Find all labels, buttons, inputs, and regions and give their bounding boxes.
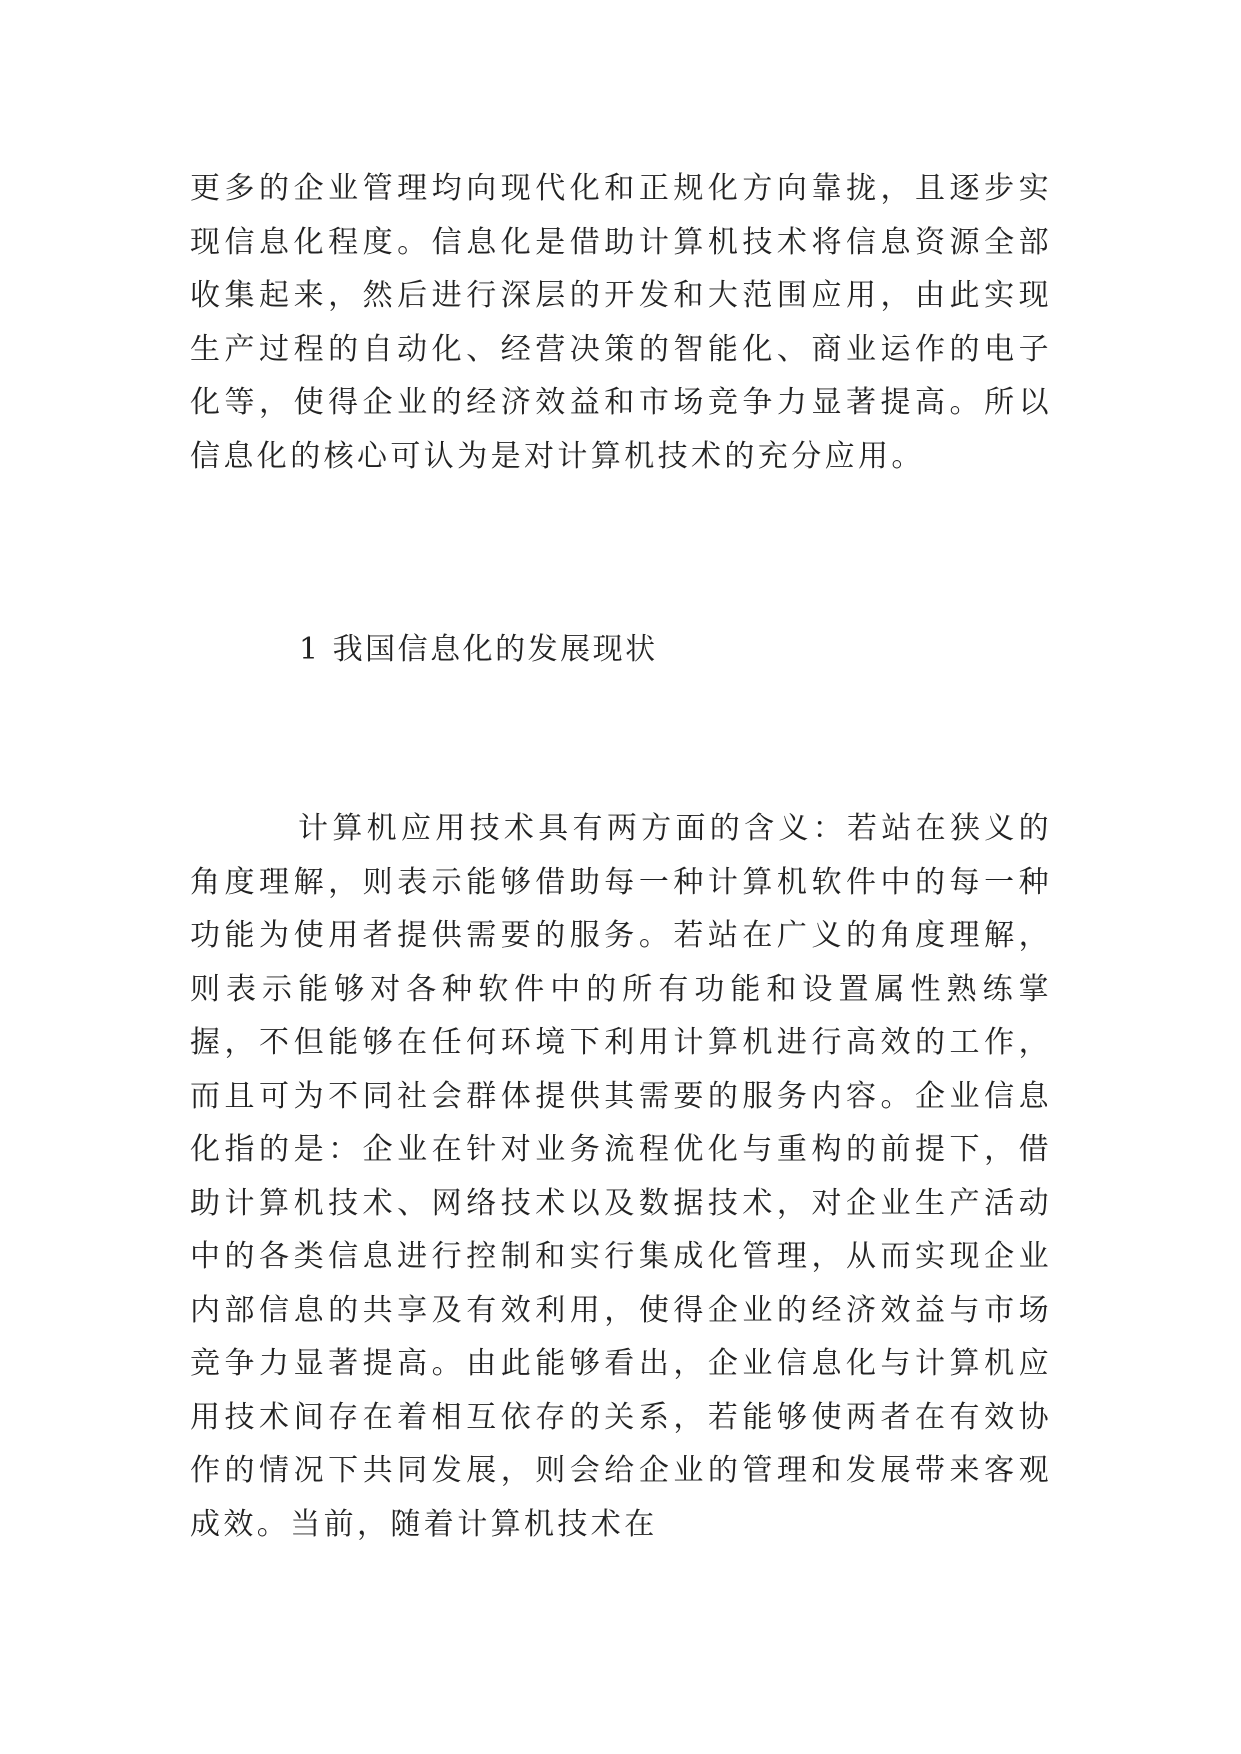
- body-paragraph: 计算机应用技术具有两方面的含义：若站在狭义的角度理解，则表示能够借助每一种计算机软件中的每一种功能为使用者提供需要的服务。若站在广义的角度理解，则表示能够对各种软件中的所有功能和设置属性熟练掌握，不但能够在任何环境下利用计算机进行高效的工作，而且可为不同社会群体提供其需要的服务内容。企业信息化指的是：企业在针对业务流程优化与重构的前提下，借助计算机技术、网络技术以及数据技术，对企业生产活动中的各类信息进行控制和实行集成化管理，从而实现企业内部信息的共享及有效利用，使得企业的经济效益与市场竞争力显著提高。由此能够看出，企业信息化与计算机应用技术间存在着相互依存的关系，若能够使两者在有效协作的情况下共同发展，则会给企业的管理和发展带来客观成效。当前，随着计算机技术在: [190, 811, 1052, 1542]
- intro-paragraph: 更多的企业管理均向现代化和正规化方向靠拢，且逐步实现信息化程度。信息化是借助计算机技术将信息资源全部收集起来，然后进行深层的开发和大范围应用，由此实现生产过程的自动化、经营决策的智能化、商业运作的电子化等，使得企业的经济效益和市场竞争力显著提高。所以信息化的核心可认为是对计算机技术的充分应用。: [190, 171, 1052, 474]
- section-heading: 1 我国信息化的发展现状: [299, 632, 658, 667]
